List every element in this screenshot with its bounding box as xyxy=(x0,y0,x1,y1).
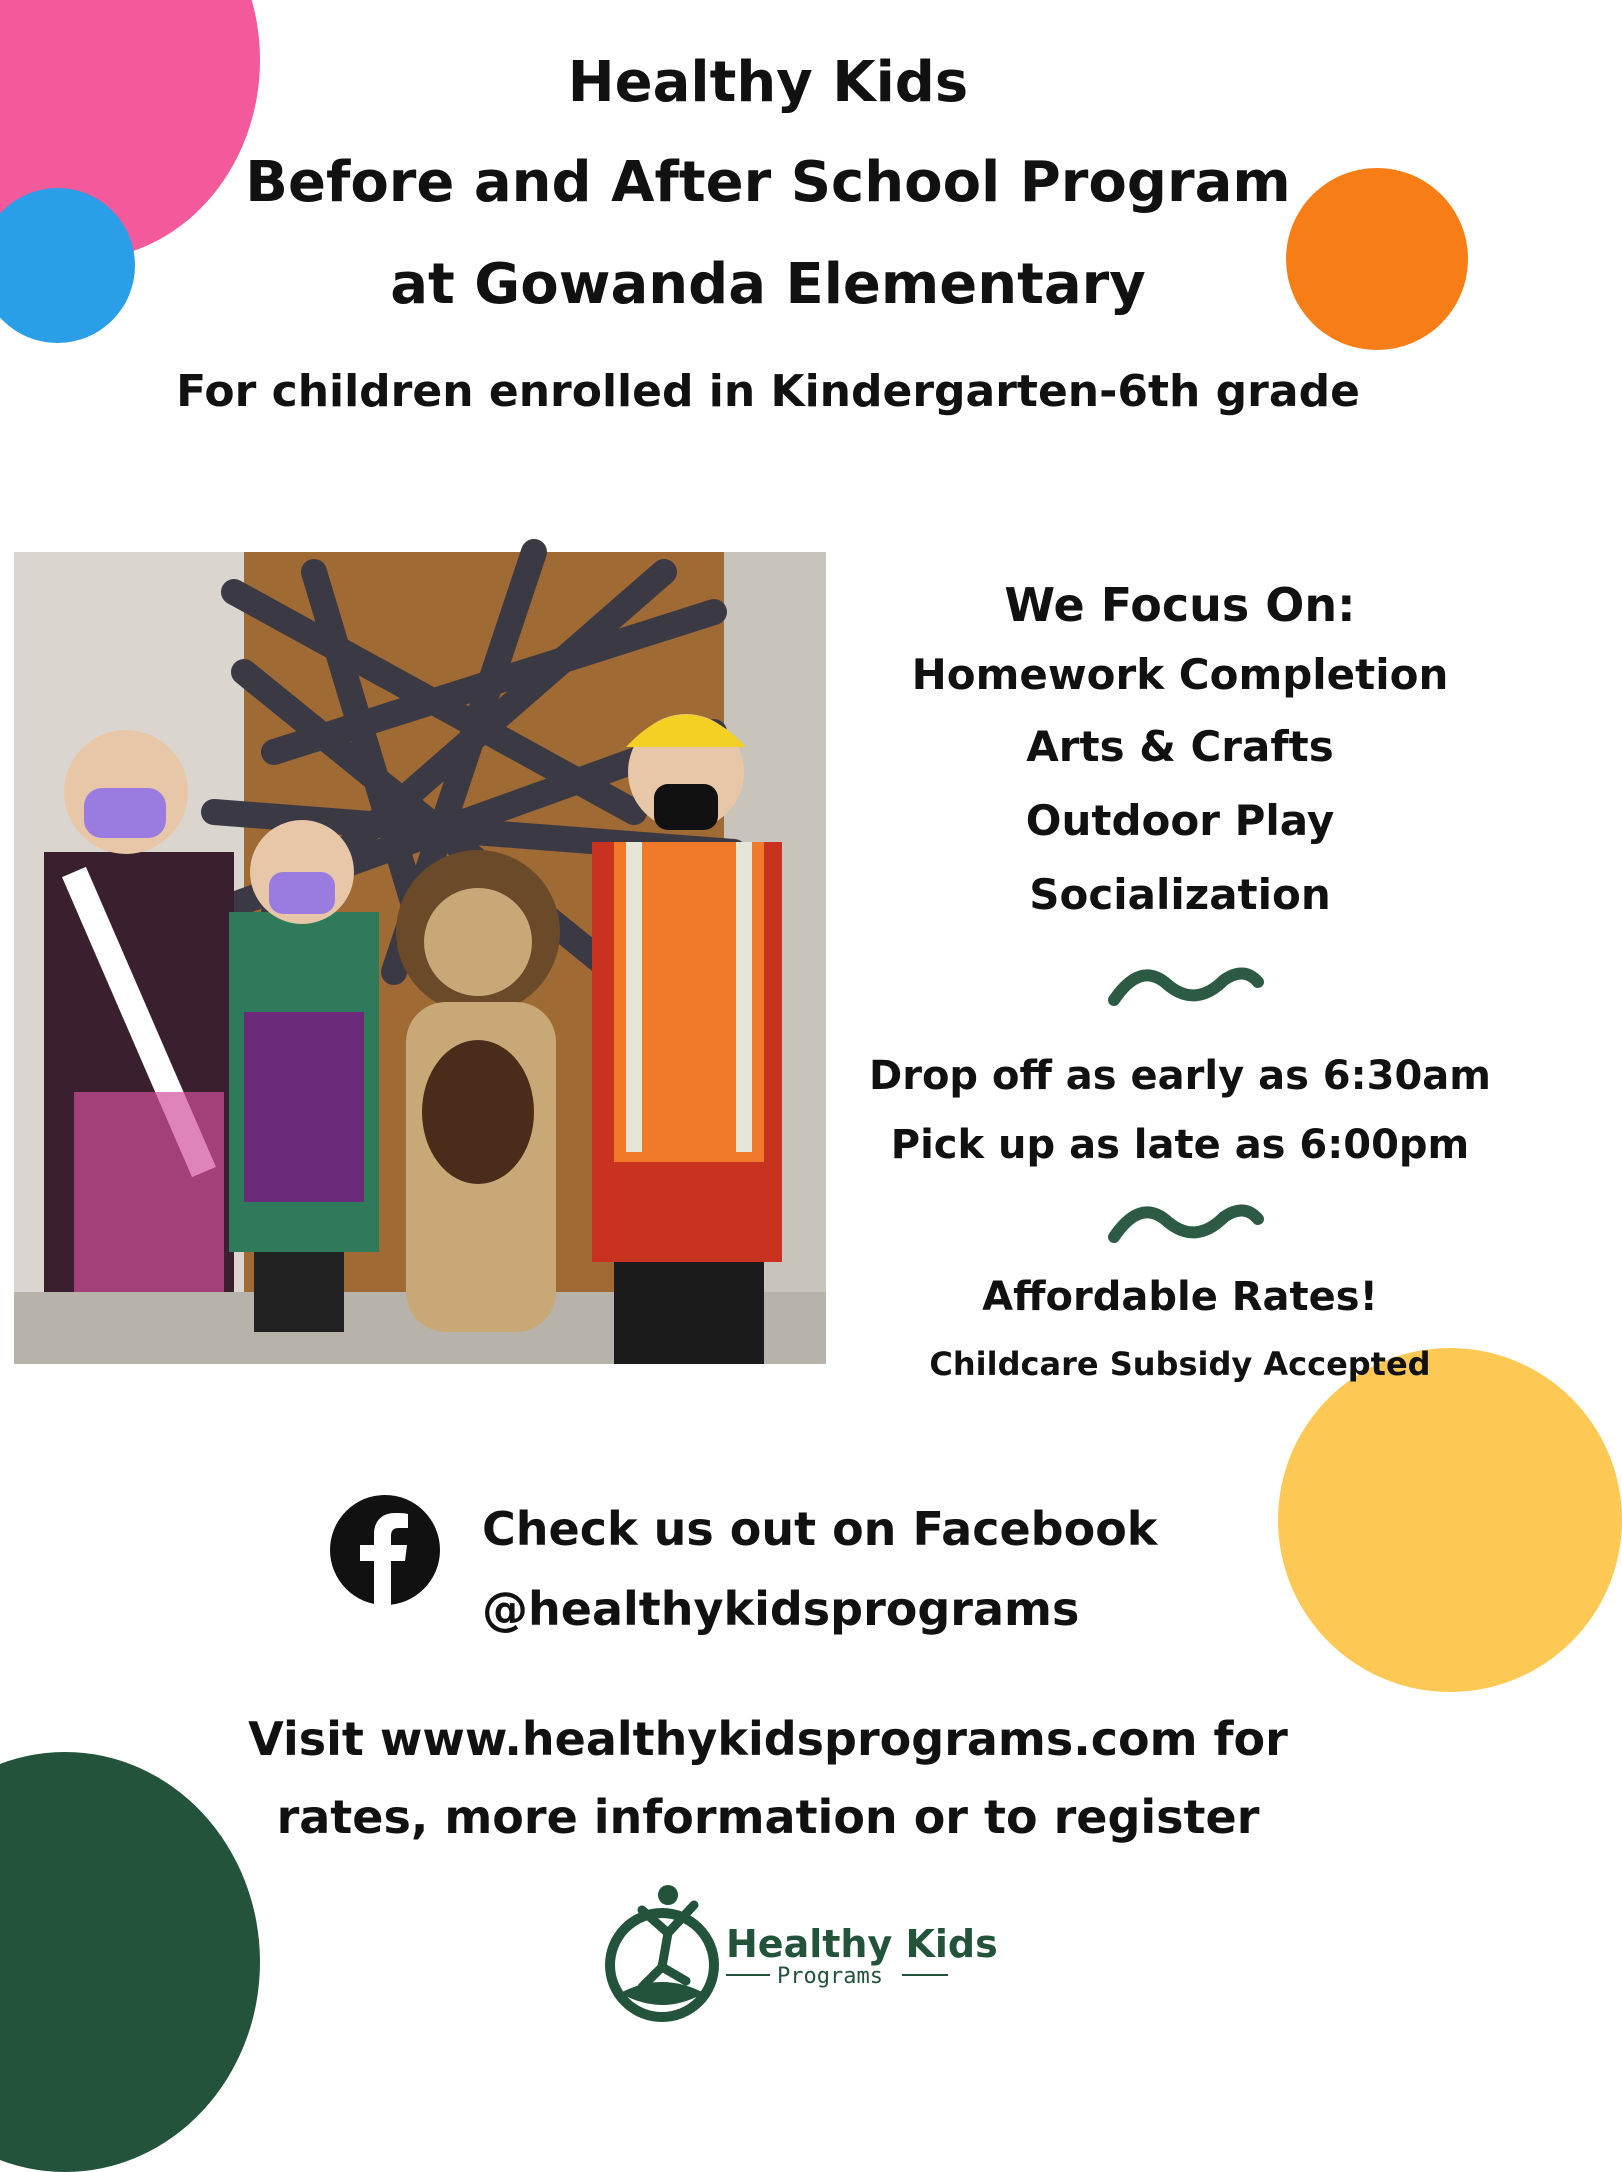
focus-item-outdoor: Outdoor Play xyxy=(1025,796,1335,845)
focus-heading: We Focus On: xyxy=(1004,578,1356,632)
squiggle-divider-2 xyxy=(1106,1197,1266,1247)
logo-name: Healthy Kids xyxy=(726,1922,998,1966)
logo-sub: Programs xyxy=(777,1964,883,1989)
focus-item-homework: Homework Completion xyxy=(911,650,1449,699)
pickup-time: Pick up as late as 6:00pm xyxy=(890,1122,1470,1168)
focus-item-arts: Arts & Crafts xyxy=(1026,722,1334,771)
facebook-handle[interactable]: @healthykidsprograms xyxy=(482,1582,1080,1636)
facebook-icon[interactable] xyxy=(330,1495,440,1605)
healthy-kids-logo xyxy=(602,1875,998,2035)
title-line-2: Before and After School Program xyxy=(245,150,1291,215)
kids-costume-photo xyxy=(14,552,826,1364)
dropoff-time: Drop off as early as 6:30am xyxy=(869,1053,1491,1099)
rates-heading: Affordable Rates! xyxy=(982,1274,1378,1320)
visit-line-2: rates, more information or to register xyxy=(276,1790,1260,1844)
yellow-circle xyxy=(1278,1348,1622,1692)
squiggle-divider-1 xyxy=(1106,960,1266,1010)
visit-line-1: Visit www.healthykidsprograms.com for xyxy=(248,1712,1288,1766)
facebook-row xyxy=(330,1495,440,1609)
title-line-1: Healthy Kids xyxy=(567,50,969,115)
facebook-line: Check us out on Facebook xyxy=(482,1502,1158,1556)
title-line-3: at Gowanda Elementary xyxy=(390,252,1146,317)
subsidy-note: Childcare Subsidy Accepted xyxy=(929,1345,1431,1383)
focus-item-socialization: Socialization xyxy=(1029,870,1331,919)
subtitle: For children enrolled in Kindergarten-6th grade xyxy=(176,366,1360,417)
